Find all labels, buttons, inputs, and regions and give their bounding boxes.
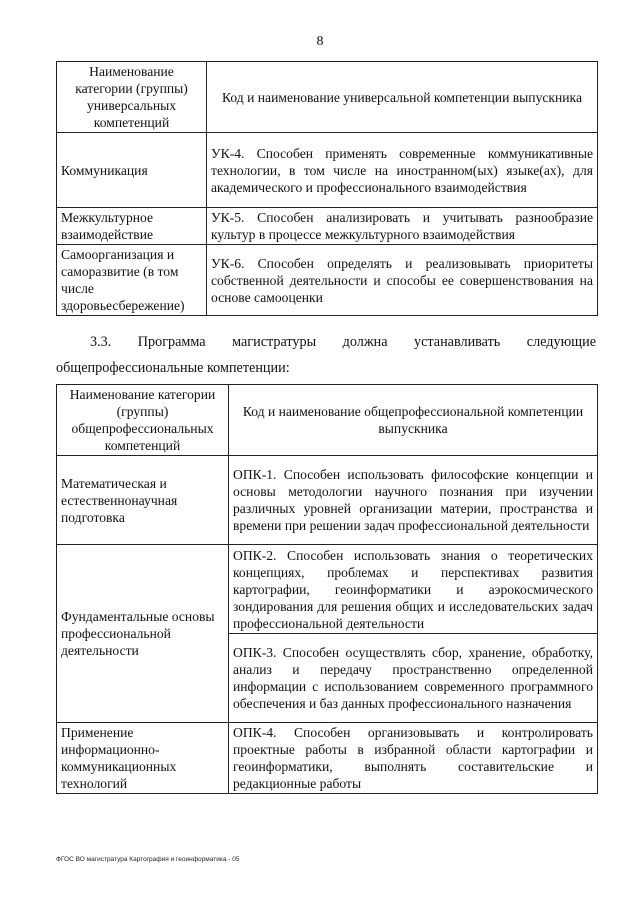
category-cell: Фундаментальные основы профессиональной деятельности [57,545,229,723]
footer-text: ФГОС ВО магистратура Картография и геоинформатика - 05 [56,856,240,863]
header-competency: Код и наименование общепрофессиональной компетенции выпускника [229,385,598,456]
category-cell: Математическая и естественнонаучная подготовка [57,456,229,545]
paragraph-line-1: 3.3. Программа магистратуры должна устанавливать следующие [90,334,596,350]
general-professional-competencies-table [56,384,598,794]
header-competency: Код и наименование универсальной компетенции выпускника [207,62,598,133]
section-paragraph [56,329,596,381]
table-row [57,545,598,634]
table-row [57,245,598,316]
header-category: Наименование категории (группы) общепрофессиональных компетенций [57,385,229,456]
competency-cell: ОПК-1. Способен использовать философские концепции и основы методологии научного познания при изучении различных уровней организации материи, пространства и времени при решении задач профессиональной деятельности [229,456,598,545]
competency-cell: УК-4. Способен применять современные коммуникативные технологии, в том числе на иностранном(ых) языке(ах), для академического и профессионального взаимодействия [207,133,598,208]
table-row [57,456,598,545]
category-cell: Межкультурное взаимодействие [57,208,207,245]
table-header-row [57,385,598,456]
table-row [57,133,598,208]
table-row [57,723,598,794]
category-cell: Применение информационно-коммуникационных технологий [57,723,229,794]
paragraph-line-2: общепрофессиональные компетенции: [56,360,290,376]
category-cell: Самоорганизация и саморазвитие (в том числе здоровьесбережение) [57,245,207,316]
competency-cell: УК-6. Способен определять и реализовывать приоритеты собственной деятельности и способы ее совершенствования на основе самооценки [207,245,598,316]
competency-cell: ОПК-2. Способен использовать знания о теоретических концепциях, проблемах и перспективах развития картографии, геоинформатики и аэрокосмического зондирования для решения общих и исследовательских задач профессиональной деятельности [229,545,598,634]
category-cell: Коммуникация [57,133,207,208]
competency-cell: ОПК-3. Способен осуществлять сбор, хранение, обработку, анализ и передачу пространственно определенной информации с использованием современного программного обеспечения и баз данных профессионального назначения [229,634,598,723]
table-row [57,208,598,245]
table-header-row [57,62,598,133]
competency-cell: ОПК-4. Способен организовывать и контролировать проектные работы в избранной области картографии и геоинформатики, выполнять составительские и редакционные работы [229,723,598,794]
header-category: Наименование категории (группы) универсальных компетенций [57,62,207,133]
universal-competencies-table [56,61,598,316]
page-number: 8 [316,34,324,49]
competency-cell: УК-5. Способен анализировать и учитывать разнообразие культур в процессе межкультурного взаимодействия [207,208,598,245]
